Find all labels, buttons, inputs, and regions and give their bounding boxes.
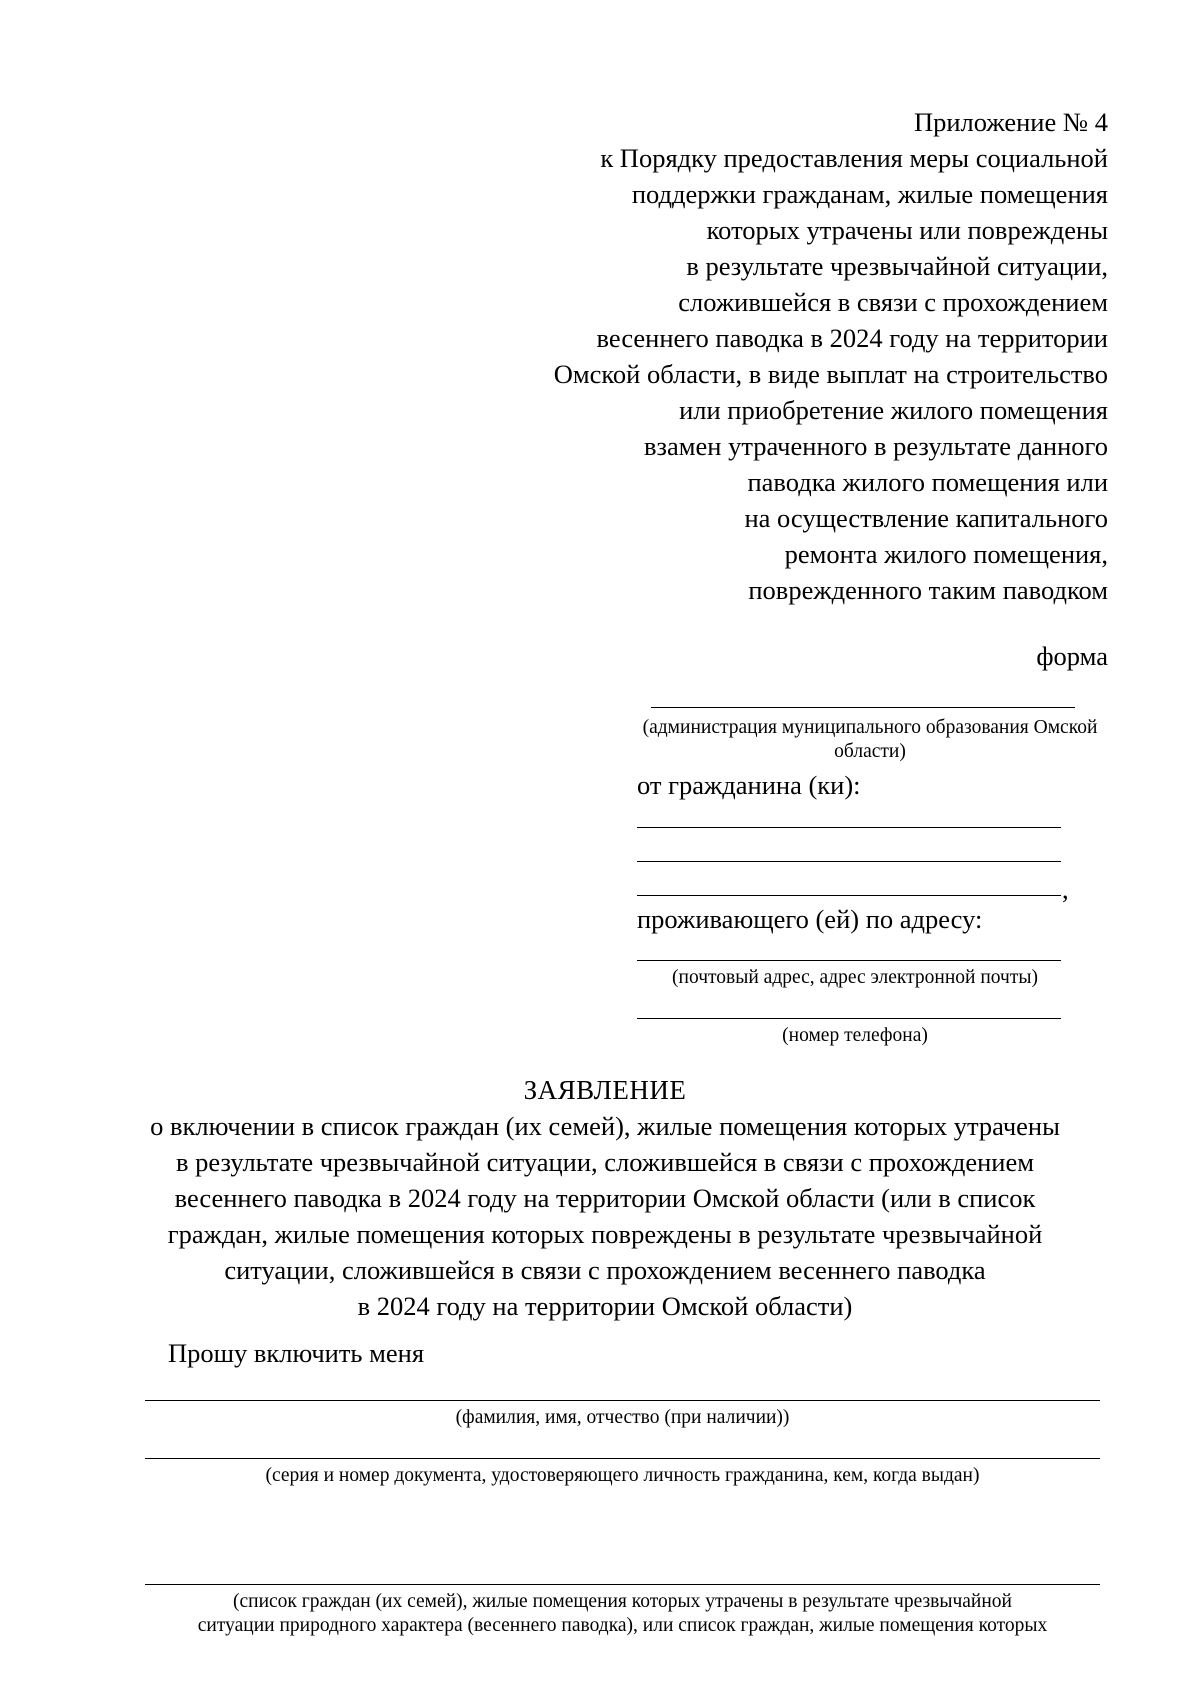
header-line: в результате чрезвычайной ситуации, — [686, 251, 1108, 281]
appendix-title: Приложение № 4 — [913, 107, 1108, 137]
comma: , — [1062, 874, 1069, 904]
header-line: паводка жилого помещения или — [747, 467, 1108, 497]
header-line: поддержки гражданам, жилые помещения — [631, 179, 1108, 209]
citizen-list-caption-line1: (список граждан (их семей), жилые помещения которых утрачены в результате чрезвычайной — [233, 1591, 1012, 1612]
subtitle-line: весеннего паводка в 2024 году на территории Омской области (или в список — [174, 1183, 1036, 1213]
header-line: на осуществление капитального — [744, 503, 1108, 533]
subtitle-line: граждан, жилые помещения которых повреждены в результате чрезвычайной — [167, 1219, 1043, 1249]
identity-document-caption: (серия и номер документа, удостоверяющего личность гражданина, кем, когда выдан) — [265, 1465, 980, 1486]
phone-field[interactable] — [637, 1018, 1061, 1019]
admin-caption-line1: (администрация муниципального образования Омской — [642, 717, 1098, 738]
header-line: которых утрачены или повреждены — [706, 215, 1108, 245]
subtitle-line: в результате чрезвычайной ситуации, сложившейся в связи с прохождением — [175, 1147, 1035, 1177]
header-line: весеннего паводка в 2024 году на территории — [596, 323, 1108, 353]
appendix-header — [468, 104, 1108, 674]
statement-subtitle — [120, 1108, 1090, 1324]
statement-title-block — [120, 1072, 1090, 1324]
request-text: Прошу включить меня — [168, 1338, 425, 1368]
header-line: ремонта жилого помещения, — [784, 539, 1108, 569]
fio-caption: (фамилия, имя, отчество (при наличии)) — [455, 1407, 790, 1428]
citizen-name-field-1[interactable] — [637, 827, 1061, 828]
header-line: взамен утраченного в результате данного — [643, 431, 1108, 461]
subtitle-line: о включении в список граждан (их семей), жилые помещения которых утрачены — [150, 1111, 1060, 1141]
residing-label: проживающего (ей) по адресу: — [637, 904, 983, 934]
header-line: к Порядку предоставления меры социальной — [600, 143, 1108, 173]
admin-name-field[interactable] — [651, 707, 1075, 708]
identity-document-field[interactable] — [145, 1458, 1100, 1459]
from-citizen-label: от гражданина (ки): — [637, 770, 861, 800]
citizen-name-field-3[interactable] — [637, 895, 1061, 896]
header-line: сложившейся в связи с прохождением — [678, 287, 1108, 317]
admin-caption-line2: области) — [834, 741, 906, 762]
address-field[interactable] — [637, 960, 1061, 961]
header-line: поврежденного таким паводком — [748, 575, 1108, 605]
subtitle-line: в 2024 году на территории Омской области) — [357, 1291, 853, 1321]
fio-field[interactable] — [145, 1400, 1100, 1401]
citizen-list-field[interactable] — [145, 1584, 1100, 1585]
phone-caption: (номер телефона) — [782, 1025, 928, 1046]
address-caption: (почтовый адрес, адрес электронной почты) — [672, 967, 1038, 988]
header-line: Омской области, в виде выплат на строительство — [553, 359, 1108, 389]
subtitle-line: ситуации, сложившейся в связи с прохождением весеннего паводка — [224, 1255, 986, 1285]
citizen-list-caption-line2: ситуации природного характера (весеннего паводка), или список граждан, жилые помещения которых — [197, 1615, 1048, 1636]
header-line: или приобретение жилого помещения — [679, 395, 1108, 425]
statement-title: ЗАЯВЛЕНИЕ — [523, 1075, 687, 1105]
citizen-name-field-2[interactable] — [637, 861, 1061, 862]
form-label: форма — [1036, 641, 1108, 671]
